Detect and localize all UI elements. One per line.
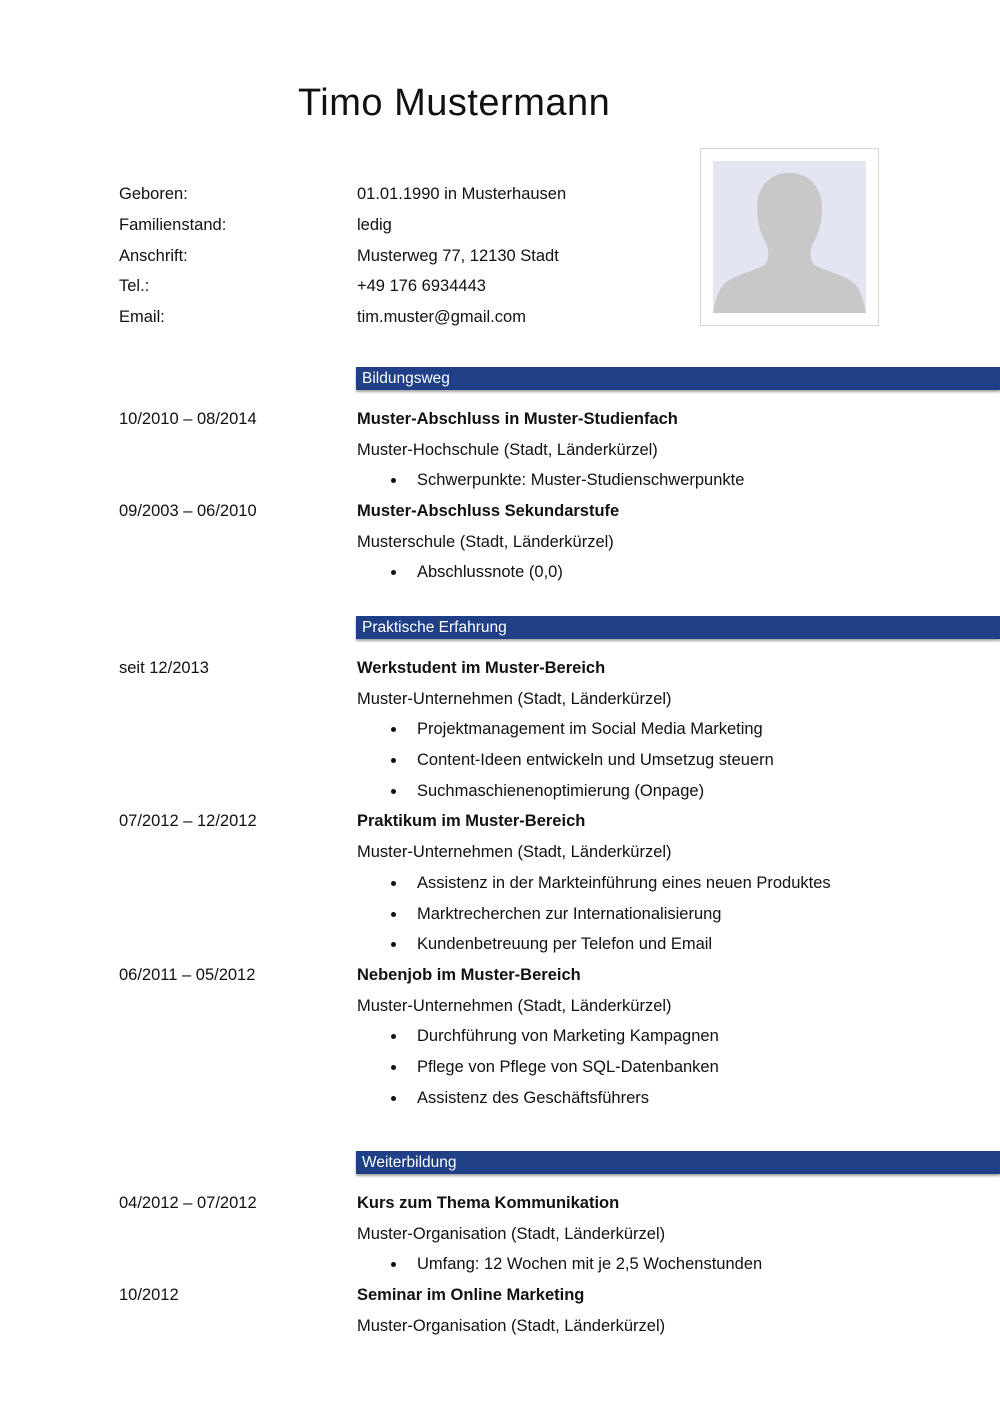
entry-header — [119, 655, 979, 686]
list-item — [119, 716, 979, 747]
bullet-text: Schwerpunkte: Muster-Studienschwerpunkte — [417, 471, 745, 490]
personal-row-phone — [119, 273, 566, 304]
entry-date: 09/2003 – 06/2010 — [119, 502, 257, 521]
list-item — [119, 467, 979, 498]
bullet-icon — [391, 881, 396, 886]
entry-date: 07/2012 – 12/2012 — [119, 812, 257, 831]
entry-org-line — [119, 437, 979, 468]
personal-label: Anschrift: — [119, 246, 188, 265]
personal-label: Tel.: — [119, 277, 150, 296]
entry-org-line — [119, 1221, 979, 1252]
bullet-text: Durchführung von Marketing Kampagnen — [417, 1027, 719, 1046]
entry-title: Nebenjob im Muster-Bereich — [357, 965, 581, 984]
list-item — [119, 559, 979, 590]
entry-header — [119, 962, 979, 993]
bullet-text: Marktrecherchen zur Internationalisierung — [417, 904, 722, 923]
entry-org: Muster-Unternehmen (Stadt, Länderkürzel) — [357, 996, 672, 1015]
entry-org: Muster-Hochschule (Stadt, Länderkürzel) — [357, 440, 658, 459]
entry-date: seit 12/2013 — [119, 659, 209, 677]
entry-org: Muster-Unternehmen (Stadt, Länderkürzel) — [357, 689, 672, 708]
section-experience — [119, 655, 979, 1115]
list-item — [119, 1251, 979, 1282]
list-item — [119, 1054, 979, 1085]
bullet-text: Kundenbetreuung per Telefon und Email — [417, 935, 713, 954]
section-header-education: Bildungsweg — [356, 367, 1000, 390]
personal-row-email — [119, 304, 566, 335]
bullet-text: Abschlussnote (0,0) — [417, 563, 563, 582]
personal-label: Familienstand: — [119, 215, 227, 234]
entry-org-line — [119, 993, 979, 1024]
entry-header — [119, 406, 979, 437]
entry-title: Praktikum im Muster-Bereich — [357, 812, 586, 831]
personal-value: +49 176 6934443 — [357, 277, 486, 296]
personal-label: Email: — [119, 308, 165, 327]
entry-org-line — [119, 686, 979, 717]
profile-photo — [700, 148, 879, 326]
entry-header — [119, 1282, 979, 1313]
bullet-text: Assistenz des Geschäftsführers — [417, 1088, 650, 1107]
entry-org: Muster-Unternehmen (Stadt, Länderkürzel) — [357, 843, 672, 862]
list-item — [119, 870, 979, 901]
person-silhouette-icon — [713, 161, 866, 313]
section-header-experience: Praktische Erfahrung — [356, 616, 1000, 639]
cv-name: Timo Mustermann — [298, 82, 611, 124]
section-education — [119, 406, 979, 590]
personal-row-birth — [119, 181, 566, 212]
entry-org: Muster-Organisation (Stadt, Länderkürzel) — [357, 1316, 666, 1335]
entry-date: 06/2011 – 05/2012 — [119, 965, 256, 984]
entry-header — [119, 808, 979, 839]
entry-date: 10/2010 – 08/2014 — [119, 410, 257, 428]
list-item — [119, 901, 979, 932]
personal-row-address — [119, 243, 566, 274]
bullet-text: Content-Ideen entwickeln und Umsetzug steuern — [417, 751, 774, 770]
bullet-icon — [391, 1065, 396, 1070]
personal-row-status — [119, 212, 566, 243]
list-item — [119, 931, 979, 962]
list-item — [119, 778, 979, 809]
bullet-icon — [391, 1096, 396, 1101]
bullet-icon — [391, 789, 396, 794]
entry-org: Muster-Organisation (Stadt, Länderkürzel) — [357, 1224, 666, 1243]
entry-date: 10/2012 — [119, 1286, 179, 1305]
entry-title: Seminar im Online Marketing — [357, 1286, 585, 1305]
entry-title: Muster-Abschluss in Muster-Studienfach — [357, 410, 678, 428]
personal-value: Musterweg 77, 12130 Stadt — [357, 246, 559, 265]
bullet-text: Umfang: 12 Wochen mit je 2,5 Wochenstunden — [417, 1255, 763, 1274]
list-item — [119, 1023, 979, 1054]
personal-value: tim.muster@gmail.com — [357, 308, 526, 327]
entry-org: Musterschule (Stadt, Länderkürzel) — [357, 532, 614, 551]
entry-org-line — [119, 1313, 979, 1344]
bullet-text: Assistenz in der Markteinführung eines neuen Produktes — [417, 873, 831, 892]
section-header-training: Weiterbildung — [356, 1151, 1000, 1174]
bullet-text: Projektmanagement im Social Media Marketing — [417, 720, 763, 739]
entry-org-line — [119, 529, 979, 560]
entry-title: Kurs zum Thema Kommunikation — [357, 1194, 620, 1212]
personal-value: 01.01.1990 in Musterhausen — [357, 185, 567, 203]
bullet-icon — [391, 912, 396, 917]
entry-title: Muster-Abschluss Sekundarstufe — [357, 502, 620, 521]
entry-org-line — [119, 839, 979, 870]
personal-value: ledig — [357, 215, 392, 234]
entry-header — [119, 1190, 979, 1221]
photo-placeholder — [713, 161, 866, 313]
bullet-text: Suchmaschienenoptimierung (Onpage) — [417, 781, 705, 800]
personal-label: Geboren: — [119, 185, 188, 203]
entry-title: Werkstudent im Muster-Bereich — [357, 659, 606, 677]
bullet-text: Pflege von Pflege von SQL-Datenbanken — [417, 1057, 719, 1076]
entry-date: 04/2012 – 07/2012 — [119, 1194, 257, 1212]
entry-header — [119, 498, 979, 529]
list-item — [119, 1085, 979, 1116]
personal-details — [119, 181, 566, 335]
section-training — [119, 1190, 979, 1343]
list-item — [119, 747, 979, 778]
